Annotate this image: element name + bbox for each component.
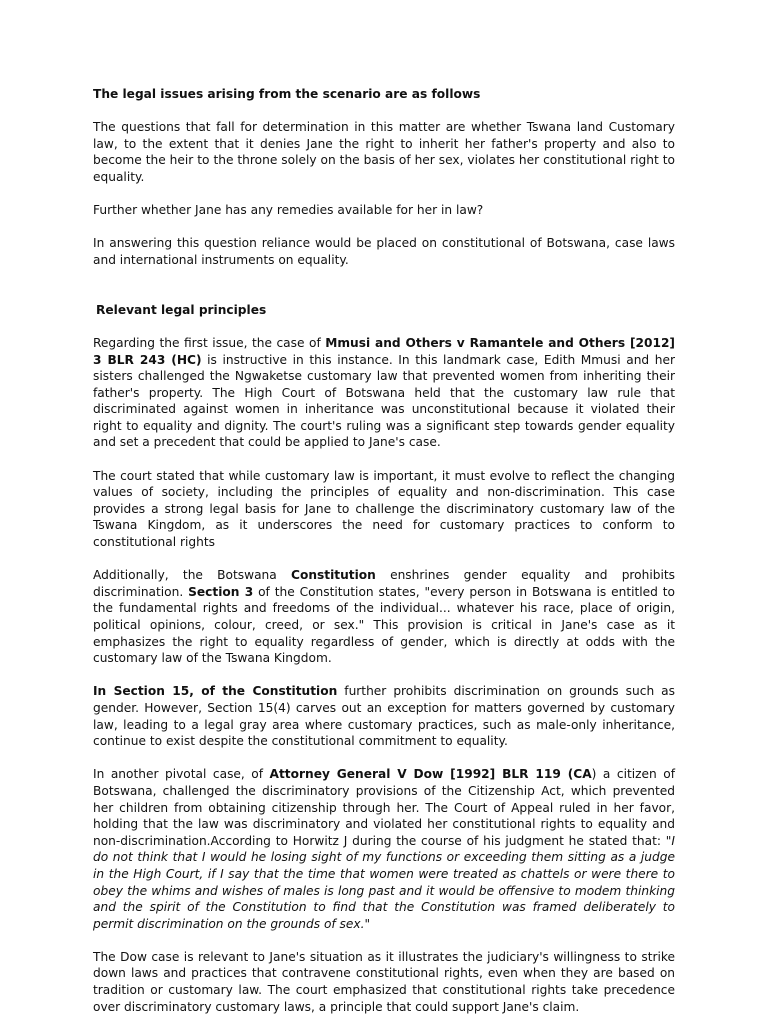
bold-constitution: Constitution xyxy=(291,568,376,583)
paragraph-court-stated: The court stated that while customary law is important, it must evolve to reflect the changing values of society, including the principles of equality and non-discrimination. This case provides a strong legal basis for Jane to challenge the discriminatory customary law of the Tswana Kingdom, as it underscores the need for customary practices to conform to constitutional rights xyxy=(93,468,675,550)
judgment-quote: "I do not think that I would he losing sight of my functions or exceeding them sitting as a judge in the High Court, if I say that the time that women were treated as chattels or were there to obey the whims and wishes of males is long past and it would be offensive to modem thinking and the spirit of the Constitution to find that the Constitution was framed deliberately to permit discrimination on the grounds of sex. xyxy=(93,833,675,931)
text-run: " xyxy=(364,916,371,931)
text-run: is instructive in this instance. In this landmark case, Edith Mmusi and her sisters challenged the Ngwaketse customary law that prevented women from inheriting their father's property. The High Court of Botswana held that the customary law rule that discriminated against women in inheritance was unconstitutional because it violated their right to equality and dignity. The court's ruling was a significant step towards gender equality and set a precedent that could be applied to Jane's case. xyxy=(93,352,676,450)
text-run: Regarding the first issue, the case of xyxy=(93,335,326,350)
bold-section-3: Section 3 xyxy=(188,584,254,599)
paragraph-section-15 xyxy=(93,683,675,749)
text-run: ) a citizen of Botswana, challenged the discriminatory provisions of the Citizenship Act, which prevented her children from obtaining citizenship through her. The Court of Appeal ruled in her favor, holding that the law was discriminatory and violated her constitutional rights to equality and non-discrimination.According to Horwitz J during the course of his judgment he stated that: xyxy=(93,767,676,848)
paragraph-constitution-section-3 xyxy=(93,567,675,667)
bold-section-15: In Section 15, of the Constitution xyxy=(93,684,338,699)
paragraph-dow-relevance: The Dow case is relevant to Jane's situation as it illustrates the judiciary's willingness to strike down laws and practices that contravene constitutional rights, even when they are based on tradition or customary law. The court emphasized that constitutional rights take precedence over discriminatory customary laws, a principle that could support Jane's claim. xyxy=(93,949,675,1014)
spacer xyxy=(93,285,675,302)
text-run: Additionally, the Botswana xyxy=(93,568,292,583)
paragraph-mmusi-case xyxy=(93,335,675,451)
text-run: further prohibits discrimination on grounds such as gender. However, Section 15(4) carves out an exception for matters governed by customary law, leading to a legal gray area where customary practices, such as male-only inheritance, continue to exist despite the constitutional commitment to equality. xyxy=(93,684,675,749)
paragraph-reliance: In answering this question reliance would be placed on constitutional of Botswana, case laws and international instruments on equality. xyxy=(93,236,675,267)
case-citation-mmusi: Mmusi and Others v Ramantele and Others [2012] 3 BLR 243 (HC) xyxy=(93,335,675,367)
document-page xyxy=(93,86,675,1032)
text-run: In another pivotal case, of xyxy=(93,767,270,782)
text-run: of the Constitution states, "every person in Botswana is entitled to the fundamental rights and freedoms of the individual... whatever his race, place of origin, political opinions, colour, creed, or sex." This provision is critical in Jane's case as it emphasizes the right to equality regardless of gender, which is directly at odds with the customary law of the Tswana Kingdom. xyxy=(93,584,675,666)
paragraph-dow-case xyxy=(93,766,675,932)
section-heading-legal-issues: The legal issues arising from the scenario are as follows xyxy=(93,87,481,101)
paragraph-remedies: Further whether Jane has any remedies available for her in law? xyxy=(93,203,484,218)
text-run: enshrines gender equality and prohibits discrimination. xyxy=(93,568,675,599)
case-citation-dow: Attorney General V Dow [1992] BLR 119 (CA xyxy=(269,767,592,782)
section-heading-legal-principles: Relevant legal principles xyxy=(96,302,267,317)
paragraph-questions: The questions that fall for determination in this matter are whether Tswana land Customary law, to the extent that it denies Jane the right to inherit her father's property and also to become the heir to the throne solely on the basis of her sex, violates her constitutional right to equality. xyxy=(93,120,675,184)
